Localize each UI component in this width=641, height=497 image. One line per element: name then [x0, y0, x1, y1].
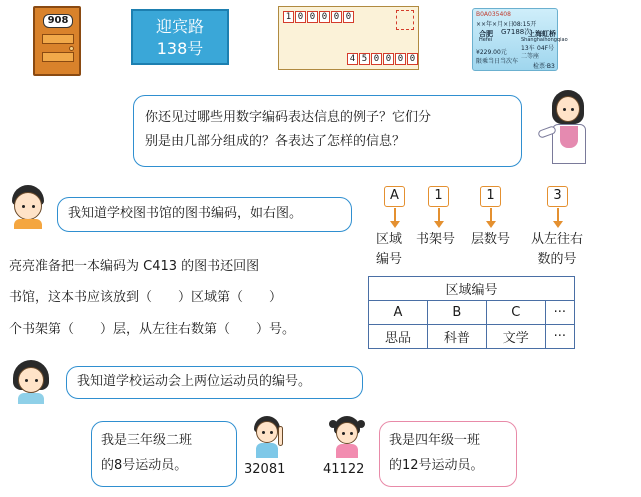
table-cell: C — [486, 301, 545, 325]
teacher-question-bubble — [133, 95, 522, 167]
door-knob — [69, 46, 74, 51]
postcode-digit: 5 — [359, 53, 370, 65]
postcode-digit: 1 — [283, 11, 294, 23]
eye — [571, 108, 574, 111]
boy-face — [14, 192, 42, 220]
ticket-price: ¥229.00元 — [476, 49, 507, 56]
girl-shirt — [18, 393, 44, 404]
ticket-to: 上海虹桥 — [528, 30, 556, 38]
postcode-digit: 0 — [371, 53, 382, 65]
postcode-digit: 0 — [407, 53, 418, 65]
door-number-plate: 908 — [43, 14, 73, 28]
postcode-digit: 0 — [395, 53, 406, 65]
postcode-digit: 0 — [343, 11, 354, 23]
teacher-blouse — [560, 126, 578, 148]
postcode-digit: 0 — [319, 11, 330, 23]
ticket-seat: 04F号 — [537, 45, 555, 52]
table-header-row — [369, 277, 575, 301]
postcode-bottom — [347, 53, 418, 65]
eye — [262, 431, 265, 434]
door-panel — [42, 52, 74, 62]
athlete-boy-line-2: 的8号运动员。 — [101, 458, 188, 473]
table-cell: ··· — [545, 325, 574, 349]
table-row — [369, 301, 575, 325]
eye — [563, 108, 566, 111]
athlete-boy-line-1: 我是三年级二班 — [101, 433, 193, 448]
athlete-girl-line-2: 的12号运动员。 — [389, 458, 484, 473]
ticket-from-pinyin: Hefei — [479, 37, 493, 43]
athlete-boy-bubble — [91, 421, 237, 487]
athlete-boy-figure — [248, 416, 288, 458]
athlete-girl-number: 41122 — [323, 462, 365, 477]
arrow-head — [553, 221, 563, 228]
street-number: 138号 — [156, 39, 204, 58]
code-box-position: 3 — [547, 186, 568, 207]
ticket-time: 08:15开 — [513, 21, 537, 28]
label-shelf: 书架号 — [416, 232, 456, 247]
boy-shirt — [14, 219, 42, 229]
athlete-girl-face — [336, 422, 358, 444]
ticket-train: G7188次 — [501, 28, 532, 36]
label-position — [531, 230, 583, 270]
library-speech-bubble — [57, 197, 352, 232]
postcode-digit: 4 — [347, 53, 358, 65]
library-speech: 我知道学校图书馆的图书编码，如右图。 — [68, 206, 303, 221]
table-header: 区域编号 — [369, 277, 575, 301]
label-line: 从左往右 — [531, 232, 584, 247]
area-code-table — [368, 276, 575, 349]
athlete-girl-line-1: 我是四年级一班 — [389, 433, 481, 448]
athlete-boy-raised-arm — [278, 426, 283, 446]
ticket-class: 二等座 — [521, 53, 540, 60]
label-area — [376, 230, 402, 270]
table-cell: 科普 — [427, 325, 486, 349]
street-sign — [131, 9, 229, 65]
label-line: 编号 — [376, 252, 403, 267]
postcode-digit: 0 — [295, 11, 306, 23]
table-cell: B — [427, 301, 486, 325]
eye — [32, 205, 35, 208]
arrow-head — [434, 221, 444, 228]
ticket-to-pinyin: Shanghaihongqiao — [521, 37, 568, 43]
postcode-top — [283, 11, 354, 23]
table-cell: A — [369, 301, 428, 325]
eye — [350, 432, 353, 435]
girl-figure — [10, 360, 54, 404]
table-row — [369, 325, 575, 349]
eye — [22, 205, 25, 208]
stamp-box — [396, 10, 414, 30]
eye — [270, 431, 273, 434]
envelope — [278, 6, 419, 70]
table-cell: ··· — [545, 301, 574, 325]
code-box-shelf: 1 — [428, 186, 449, 207]
athlete-girl-dress — [336, 444, 358, 458]
door-illustration — [33, 6, 81, 76]
ticket-code: B0A035408 — [476, 11, 511, 18]
ticket-from: 合肥 — [479, 30, 493, 38]
girl-face — [18, 367, 44, 393]
arrow-head — [486, 221, 496, 228]
label-layer: 层数号 — [471, 232, 511, 247]
ticket-note: 限乘当日当次车 — [476, 58, 519, 65]
arrow — [557, 208, 559, 222]
label-line: 区域 — [376, 232, 403, 247]
train-ticket — [472, 8, 568, 71]
code-box-layer: 1 — [480, 186, 501, 207]
teacher-face — [556, 96, 580, 122]
ticket-date: ××年×月×日 — [476, 21, 515, 28]
table-cell: 文学 — [486, 325, 545, 349]
arrow — [490, 208, 492, 222]
problem-line-3: 个书架第（ ）层，从左往右数第（ ）号。 — [9, 322, 296, 337]
ticket-car: 13车 — [521, 45, 535, 52]
boy-figure — [8, 185, 48, 229]
table-cell: 思品 — [369, 325, 428, 349]
athlete-boy-number: 32081 — [244, 462, 286, 477]
postcode-digit: 0 — [331, 11, 342, 23]
athlete-girl-bubble — [379, 421, 517, 487]
athlete-girl-figure — [327, 416, 367, 458]
problem-line-2: 书馆，这本书应该放到（ ）区域第（ ） — [9, 290, 283, 305]
question-line-1: 你还见过哪些用数字编码表达信息的例子？它们分 — [145, 110, 432, 125]
athlete-boy-face — [256, 421, 278, 443]
eye — [25, 379, 28, 382]
arrow-head — [390, 221, 400, 228]
label-line: 数的号 — [537, 252, 577, 267]
arrow — [438, 208, 440, 222]
sports-speech-bubble — [66, 366, 363, 399]
teacher-figure — [538, 88, 602, 168]
postcode-digit: 0 — [383, 53, 394, 65]
eye — [342, 432, 345, 435]
eye — [35, 379, 38, 382]
ticket-gate: 检票·B3 — [533, 63, 555, 70]
problem-line-1: 亮亮准备把一本编码为 C413 的图书还回图 — [9, 259, 260, 274]
sports-speech: 我知道学校运动会上两位运动员的编号。 — [77, 374, 312, 389]
question-line-2: 别是由几部分组成的？各表达了怎样的信息？ — [145, 134, 406, 149]
code-box-area: A — [384, 186, 405, 207]
door-panel — [42, 34, 74, 44]
arrow — [394, 208, 396, 222]
street-name: 迎宾路 — [155, 17, 204, 36]
postcode-digit: 0 — [307, 11, 318, 23]
athlete-boy-shirt — [256, 443, 278, 458]
